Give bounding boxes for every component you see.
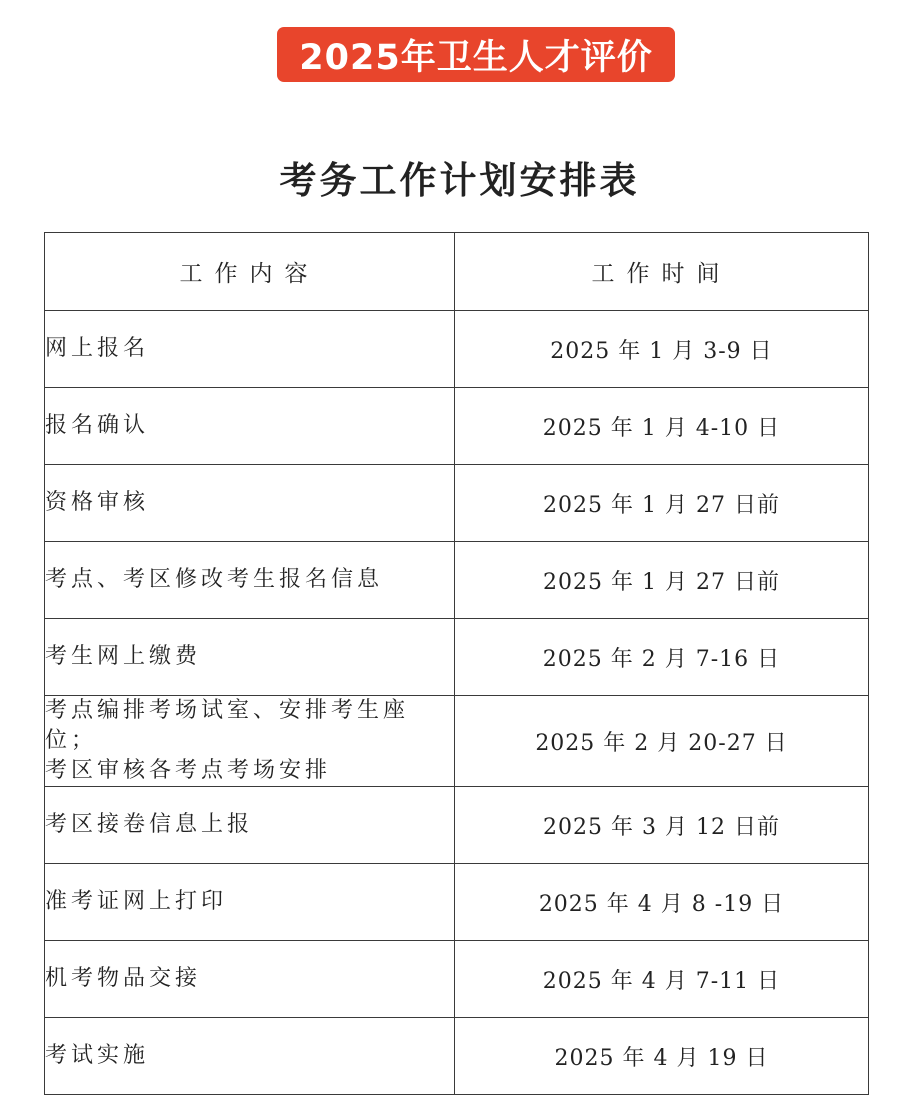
row-content: 考生网上缴费	[45, 619, 455, 696]
banner-title: 2025年卫生人才评价	[299, 37, 653, 78]
row-time: 2025 年 2 月 20-27 日	[455, 696, 869, 787]
row-content: 考点、考区修改考生报名信息	[45, 542, 455, 619]
table-row	[45, 941, 869, 1018]
table-row	[45, 1018, 869, 1095]
row-content: 考试实施	[45, 1018, 455, 1095]
row-time: 2025 年 3 月 12 日前	[455, 787, 869, 864]
schedule-table	[44, 232, 869, 1095]
row-time: 2025 年 1 月 4-10 日	[455, 388, 869, 465]
row-content: 报名确认	[45, 388, 455, 465]
document-title: 考务工作计划安排表	[279, 159, 640, 202]
row-time: 2025 年 1 月 27 日前	[455, 542, 869, 619]
table-row	[45, 619, 869, 696]
table-row	[45, 542, 869, 619]
row-time: 2025 年 4 月 8 -19 日	[455, 864, 869, 941]
row-content-line2: 考区审核各考点考场安排	[45, 758, 332, 783]
table-row	[45, 864, 869, 941]
table-header-row	[45, 233, 869, 311]
row-content: 资格审核	[45, 465, 455, 542]
row-content-line1: 考点编排考场试室、安排考生座位；	[45, 698, 410, 753]
row-content: 机考物品交接	[45, 941, 455, 1018]
header-work-content: 工作内容	[45, 233, 455, 311]
row-time: 2025 年 1 月 3-9 日	[455, 311, 869, 388]
title-banner	[277, 27, 675, 82]
table-row	[45, 787, 869, 864]
row-time: 2025 年 4 月 19 日	[455, 1018, 869, 1095]
row-content	[45, 696, 455, 787]
row-time: 2025 年 1 月 27 日前	[455, 465, 869, 542]
table-row	[45, 388, 869, 465]
row-time: 2025 年 2 月 7-16 日	[455, 619, 869, 696]
row-time: 2025 年 4 月 7-11 日	[455, 941, 869, 1018]
row-content: 准考证网上打印	[45, 864, 455, 941]
table-row	[45, 696, 869, 787]
table-row	[45, 465, 869, 542]
row-content: 网上报名	[45, 311, 455, 388]
header-work-time: 工作时间	[455, 233, 869, 311]
table-row	[45, 311, 869, 388]
row-content: 考区接卷信息上报	[45, 787, 455, 864]
